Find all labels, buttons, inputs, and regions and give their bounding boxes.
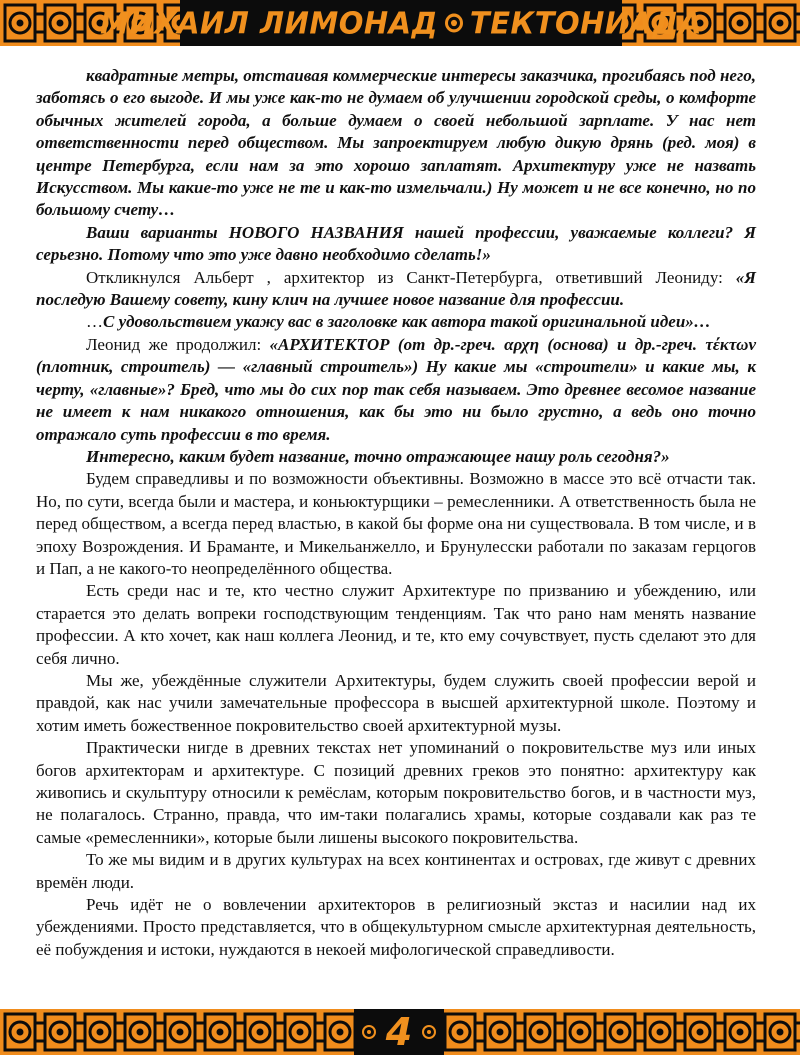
ring-dot-icon: [445, 14, 463, 33]
meander-tile: [645, 1014, 685, 1050]
meander-tile: [205, 1014, 245, 1050]
meander-tile: [605, 1014, 645, 1050]
meander-tile: [485, 1014, 525, 1050]
meander-tile: [765, 1014, 800, 1050]
paragraph: [36, 334, 756, 446]
page-number-plate: [354, 1009, 444, 1055]
meander-tile: [525, 1014, 565, 1050]
footer-band: [0, 1009, 800, 1055]
paragraph: [36, 267, 756, 312]
meander-tile: [565, 1014, 605, 1050]
paragraph: Мы же, убеждённые служители Архитектуры, будем служить своей профессии верой и правдой, как нас учили замечательные профессора в высшей архитектурной школе. Поэтому и хотим иметь божественное покровительство своей архитектурной музы.: [36, 670, 756, 735]
paragraph: То же мы видим и в других культурах на всех континентах и островах, где живут с древних времён люди.: [36, 850, 756, 892]
paragraph-lead: Леонид же продолжил:: [86, 334, 270, 354]
article-body: [36, 65, 756, 961]
meander-tile: [5, 1014, 45, 1050]
paragraph-quote: С удовольствием укажу вас в заголовке как автора такой оригинальной идеи»…: [103, 312, 711, 332]
meander-tile: [45, 5, 85, 41]
meander-tile: [165, 1014, 205, 1050]
paragraph-lead: …: [86, 312, 103, 332]
meander-tile: [285, 1014, 325, 1050]
page-number: 4: [385, 1010, 413, 1054]
paragraph: Интересно, каким будет название, точно отражающее нашу роль сегодня?»: [86, 446, 670, 466]
page-header-title: [100, 5, 702, 41]
meander-tile: [725, 1014, 765, 1050]
meander-tile: [125, 1014, 165, 1050]
paragraph: [36, 311, 756, 333]
header-title-plate: [100, 0, 702, 46]
header-publication: ТЕКТОНИАДА: [469, 5, 702, 41]
header-band: [0, 0, 800, 46]
meander-tile: [445, 1014, 485, 1050]
meander-tile: [5, 5, 45, 41]
meander-tile: [765, 5, 800, 41]
paragraph: Есть среди нас и те, кто честно служит Архитектуре по призванию и убеждению, или старается это делать вопреки господствующим тенденциям. Так что рано нам менять название профессии. А кто хочет, как наш коллега Леонид, и те, кто ему сочувствует, пусть сделают это для себя лично.: [36, 581, 756, 668]
paragraph-lead: Откликнулся Альберт , архитектор из Санкт-Петербурга, ответивший Леониду:: [86, 267, 736, 287]
meander-tile: [45, 1014, 85, 1050]
paragraph: Практически нигде в древних текстах нет упоминаний о покровительстве муз или иных богов архитекторам и архитектуре. С позиций древних греков это понятно: архитектуру как живопись и скульптуру относили к ремёслам, которым покровительство богов, и в частности муз, не полагалось. Странно, правда, что им-таки полагались храмы, которые создавали как раз те самые «ремесленники», которые были лишены высокого покровительства.: [36, 738, 756, 847]
paragraph: квадратные метры, отстаивая коммерческие интересы заказчика, прогибаясь под него, заботясь о его выгоде. И мы уже как-то не думаем об улучшении городской среды, о комфорте обычных жителей города, а больше думаем о своей небольшой зарплате. У нас нет ответственности перед обществом. Мы запроектируем любую дикую дрянь (ред. моя) в центре Петербурга, если нам за это хорошо заплатят. Архитектуру уже не назвать Искусством. Мы какие-то уже не те и как-то измельчали.) Ну может и не все конечно, но по большому счету…: [36, 66, 756, 220]
paragraph: Ваши варианты НОВОГО НАЗВАНИЯ нашей профессии, уважаемые коллеги? Я серьезно. Потому что это уже давно необходимо сделать!»: [36, 222, 756, 265]
paragraph: Будем справедливы и по возможности объективны. Возможно в массе это всё отчасти так. Но, по сути, всегда были и мастера, и коньюктурщики – ремесленники. А ответственность была не перед обществом, а всегда перед властью, в какой бы форме она ни существовала. В том числе, и в эпоху Возрождения. И Браманте, и Микельанжелло, и Брунулесски работали по заказам герцогов и Пап, а не какого-то неопределённого общества.: [36, 469, 756, 578]
ring-dot-icon: [362, 1025, 376, 1039]
meander-tile: [725, 5, 765, 41]
meander-tile: [245, 1014, 285, 1050]
ring-dot-icon: [422, 1025, 436, 1039]
meander-tile: [85, 1014, 125, 1050]
meander-tile: [685, 1014, 725, 1050]
paragraph-quote: «Я последую Вашему совету, кину клич на лучшее новое название для профессии.: [36, 267, 756, 310]
paragraph-quote: «АРХИТЕКТОР (от др.-греч. αρχη (основа) и др.-греч. τέκτων (плотник, строитель) — «главный строитель») Ну какие мы «строители» и какие мы, к черту, «главные»? Бред, что мы до сих пор так себя называем. Это древнее весомое название не имеет к нам никакого отношения, как бы это ни было грустно, а ведь оно точно отражало суть профессии в то время.: [36, 334, 757, 444]
header-author: МИХАИЛ ЛИМОНАД: [100, 5, 438, 41]
paragraph: Речь идёт не о вовлечении архитекторов в религиозный экстаз и насилии над их убеждениями. Просто представляется, что в общекультурном смысле архитектурная деятельность, её побуждения и истоки, нуждаются в некоей мифологической справедливости.: [36, 895, 756, 959]
